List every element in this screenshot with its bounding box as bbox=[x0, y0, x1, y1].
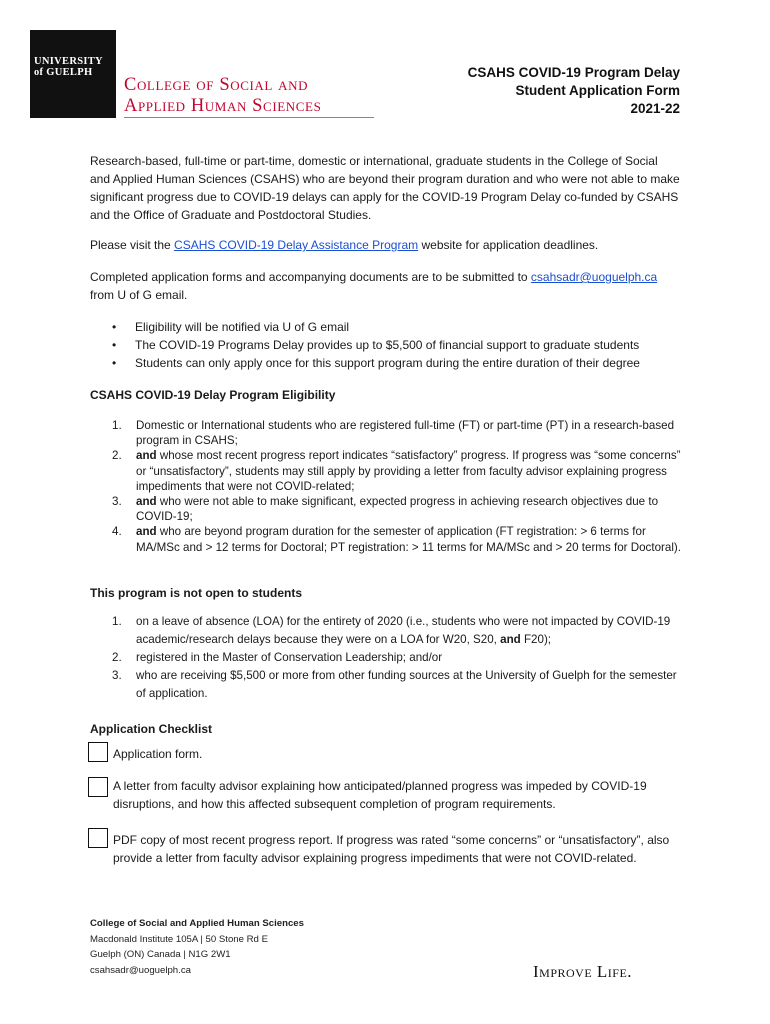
footer-college-name: College of Social and Applied Human Sciences bbox=[90, 918, 304, 929]
eligibility-item: 4. and who are beyond program duration for the semester of application (FT registration: > 6 terms for MA/MSc and > 12 terms for Doctoral; PT registration: > 11 terms for MA/MSc and > 20 terms for Doctoral). bbox=[112, 525, 681, 554]
eligibility-item: 3. and who were not able to make significant, expected progress in achieving research objectives due to COVID-19; bbox=[112, 495, 659, 524]
eligibility-list bbox=[90, 418, 682, 555]
checklist-item-label: Application form. bbox=[113, 747, 203, 761]
college-name-rule bbox=[124, 117, 374, 118]
intro-paragraph: Research-based, full-time or part-time, domestic or international, graduate students in the College of Social and Applied Human Sciences (CSAHS) who are beyond their program duration and who were not able to make significant progress due to COVID-19 delays can apply for the COVID-19 Program Delay co-funded by CSAHS and the Office of Graduate and Postdoctoral Studies. bbox=[90, 154, 680, 222]
checklist-heading: Application Checklist bbox=[90, 722, 213, 736]
info-bullets bbox=[90, 318, 690, 372]
submission-email-link[interactable]: csahsadr@uoguelph.ca bbox=[530, 270, 658, 284]
delay-program-link[interactable]: CSAHS COVID-19 Delay Assistance Program bbox=[174, 238, 419, 252]
university-logo-text: UNIVERSITY of GUELPH bbox=[34, 56, 103, 78]
improve-life-tagline: Improve Life. bbox=[533, 962, 633, 981]
form-title: CSAHS COVID-19 Program Delay Student Application Form 2021-22 bbox=[467, 65, 680, 116]
bullet-item: • Students can only apply once for this support program during the entire duration of their degree bbox=[90, 354, 690, 372]
footer-address-line: Macdonald Institute 105A | 50 Stone Rd E bbox=[90, 933, 268, 945]
footer-contact bbox=[90, 916, 304, 978]
submission-paragraph: Completed application forms and accompanying documents are to be submitted to csahsadr@uoguelph.ca from U of G email. bbox=[90, 270, 658, 302]
checklist-checkbox-progress-report[interactable] bbox=[88, 828, 108, 848]
checklist-item-label: PDF copy of most recent progress report. If progress was rated “some concerns” or “unsatisfactory”, also provide a letter from faculty advisor explaining progress impediments that were not COVID-related. bbox=[113, 833, 670, 865]
bullet-item: • Eligibility will be notified via U of G email bbox=[90, 318, 690, 336]
deadline-paragraph: Please visit the CSAHS COVID-19 Delay Assistance Program website for application deadlines. bbox=[90, 238, 599, 252]
eligibility-item: 2. and whose most recent progress report indicates “satisfactory” progress. If progress was “some concerns” or “unsatisfactory”, students may still apply by providing a letter from faculty advisor explaining progress impediments that were not COVID-related; bbox=[112, 449, 681, 493]
not-open-heading: This program is not open to students bbox=[90, 586, 303, 600]
college-name: College of Social and Applied Human Sciences bbox=[124, 75, 322, 116]
eligibility-item: 1. Domestic or International students who are registered full-time (FT) or part-time (PT) in a research-based program in CSAHS; bbox=[112, 419, 675, 448]
bullet-item: • The COVID-19 Programs Delay provides up to $5,500 of financial support to graduate students bbox=[90, 336, 690, 354]
checklist-checkbox-application-form[interactable] bbox=[88, 742, 108, 762]
eligibility-heading: CSAHS COVID-19 Delay Program Eligibility bbox=[90, 388, 336, 402]
not-open-list bbox=[90, 613, 682, 703]
footer-address-line: Guelph (ON) Canada | N1G 2W1 bbox=[90, 949, 231, 960]
footer-email: csahsadr@uoguelph.ca bbox=[90, 964, 191, 976]
not-open-item: 1. on a leave of absence (LOA) for the entirety of 2020 (i.e., students who were not impacted by COVID-19 academic/research delays because they were on a LOA for W20, S20, and F20); bbox=[112, 615, 671, 646]
not-open-item: 2. registered in the Master of Conservation Leadership; and/or bbox=[112, 651, 443, 664]
checklist-checkbox-advisor-letter[interactable] bbox=[88, 777, 108, 797]
checklist-item-label: A letter from faculty advisor explaining how anticipated/planned progress was impeded by COVID-19 disruptions, and how this affected subsequent completion of program requirements. bbox=[113, 779, 647, 811]
not-open-item: 3. who are receiving $5,500 or more from other funding sources at the University of Guelph for the semester of application. bbox=[112, 669, 677, 700]
